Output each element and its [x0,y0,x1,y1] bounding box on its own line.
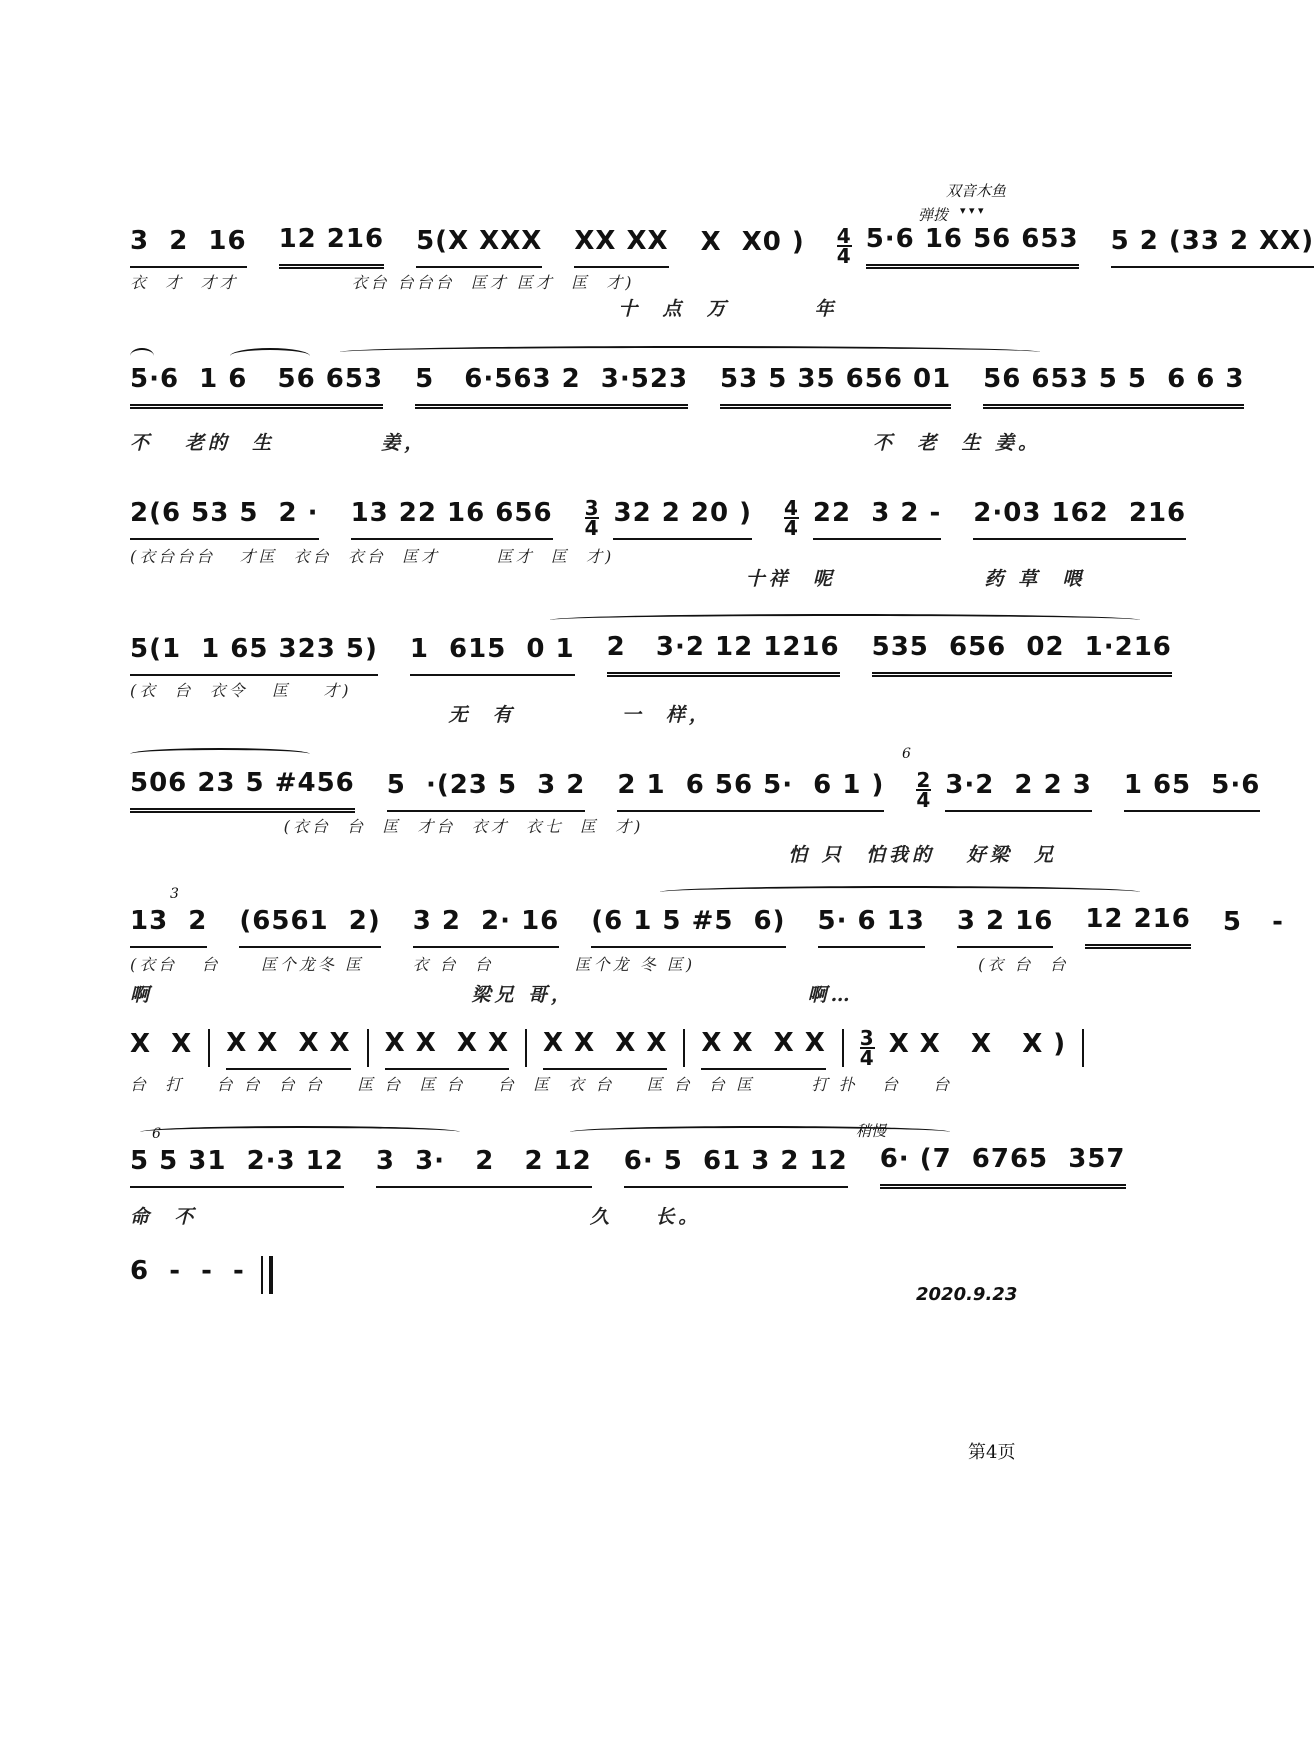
measure: 2(6 53 5 2 · [130,496,319,540]
slur [550,614,1140,626]
measure: 3 2 16 [130,224,247,268]
lyrics-line: 不 老的 生 姜， 不 老 生 姜。 [130,432,1042,454]
percussion-line: (衣台 台 匡 才台 衣才 衣七 匡 才) [130,817,644,836]
grace-note: 3 [170,886,179,902]
measure: 506 23 5 #456 [130,766,355,813]
time-signature: 4 4 [836,223,852,268]
barline [367,1029,369,1067]
notes-row [130,1142,1140,1189]
measure: 6 - - - [130,1256,245,1286]
percussion-line: (衣 台 衣令 匡 才) [130,681,352,700]
measure: 13 2 [130,904,207,948]
notes-row [130,1026,1140,1070]
measure: 5·6 16 56 653 [866,222,1079,269]
barline [683,1029,685,1067]
measure: 6· 5 61 3 2 12 [624,1144,848,1188]
barline [525,1029,527,1067]
measure: 3 3· 2 2 12 [376,1144,592,1188]
measure: 1 615 0 1 [410,632,575,676]
measure: 5 ·(23 5 3 2 [387,768,586,812]
slur [130,748,310,760]
measure: 1 65 5·6 [1124,768,1261,812]
lyrics-line: 十祥 呢 药 草 喂 [130,568,1086,590]
final-barline [261,1256,273,1294]
measure: 5 - [1222,906,1284,937]
measure: 3·2 2 2 3 [945,768,1092,812]
slur [140,1126,460,1138]
tempo-annotation: 稍慢 [856,1122,887,1140]
grace-note: 6 [902,746,911,762]
time-signature: 3 4 [859,1026,875,1070]
measure: XX XX [574,224,668,268]
percussion-line: 衣 才 才才 衣台 台台台 匡才 匡才 匡 才) [130,273,635,292]
lyrics-line: 命 不 久 长。 [130,1206,702,1228]
measure: 2·03 162 216 [973,496,1186,540]
measure: 2 1 6 56 5· 6 1 ) [617,768,884,812]
measure: 5 2 (33 2 XX) [1111,224,1314,268]
percussion-line: 台 打 台 台 台 台 匡 台 匡 台 台 匡 衣 台 匡 台 台 匡 打 扑 台 台 [130,1075,953,1094]
measure: 6· (7 6765 357 [880,1142,1126,1189]
percussion-line: (衣台台台 才匡 衣台 衣台 匡才 匡才 匡 才) [130,547,615,566]
measure: X X X X [543,1026,667,1070]
measure: 2 3·2 12 1216 [607,630,840,677]
measure: X X0 ) [700,226,805,257]
measure: 56 653 5 5 6 6 3 [983,362,1244,409]
percussion-line: (衣台 台 匡个龙冬 匡 衣 台 台 匡个龙 冬 匡) (衣 台 台 [130,955,1069,974]
slur [340,346,1040,358]
notes-row [130,362,1245,409]
lyrics-line: 怕 只 怕我的 好梁 兄 [130,844,1058,866]
measure: (6561 2) [239,904,380,948]
measure: X X X X [701,1026,825,1070]
barline [1082,1029,1084,1067]
measure: (6 1 5 #5 6) [591,904,785,948]
barline [208,1029,210,1067]
notes-row [130,630,1172,677]
measure: 5(1 1 65 323 5) [130,632,378,676]
composition-date: 2020.9.23 [916,1284,1018,1305]
measure: 5(X XXX [416,224,542,268]
lyrics-line: 啊 梁兄 哥， 啊… [130,984,854,1006]
notes-row [130,902,1284,949]
measure: 3 2 2· 16 [413,904,560,948]
measure: 5· 6 13 [818,904,925,948]
measure: 3 2 16 [957,904,1053,948]
page-number: 第4页 [968,1442,1016,1463]
notes-row [130,766,1261,813]
measure: 32 2 20 ) [613,496,752,540]
measure: 53 5 35 656 01 [720,362,951,409]
woodblock-annotation: 双音木鱼 [946,182,1007,200]
slur [660,886,1140,898]
measure: 5·6 1 6 56 653 [130,362,383,409]
measure: X X X X [385,1026,509,1070]
barline [842,1029,844,1067]
measure: 5 6·563 2 3·523 [415,362,688,409]
slur [570,1126,950,1138]
measure: 12 216 [279,222,385,269]
measure: 5 5 31 2·3 12 [130,1144,344,1188]
time-signature: 3 4 [584,496,600,540]
notes-row [130,222,1314,269]
grace-note: 6 [152,1126,161,1142]
measure: X X [130,1029,193,1059]
measure: 535 656 02 1·216 [872,630,1172,677]
measure: X X X X ) [888,1029,1067,1059]
time-signature: 2 4 [916,767,932,812]
measure: 22 3 2 - [813,496,941,540]
accent-marks: ▾ ▾ ▾ [960,204,984,217]
plucked-annotation: 弹拨 [918,206,949,224]
measure: 12 216 [1085,902,1191,949]
measure: X X X X [226,1026,350,1070]
notes-row [130,496,1187,540]
time-signature: 4 4 [783,496,799,540]
lyrics-line: 十 点 万 年 [130,298,838,320]
lyrics-line: 无 有 一 样， [130,704,713,726]
measure: 13 22 16 656 [351,496,553,540]
